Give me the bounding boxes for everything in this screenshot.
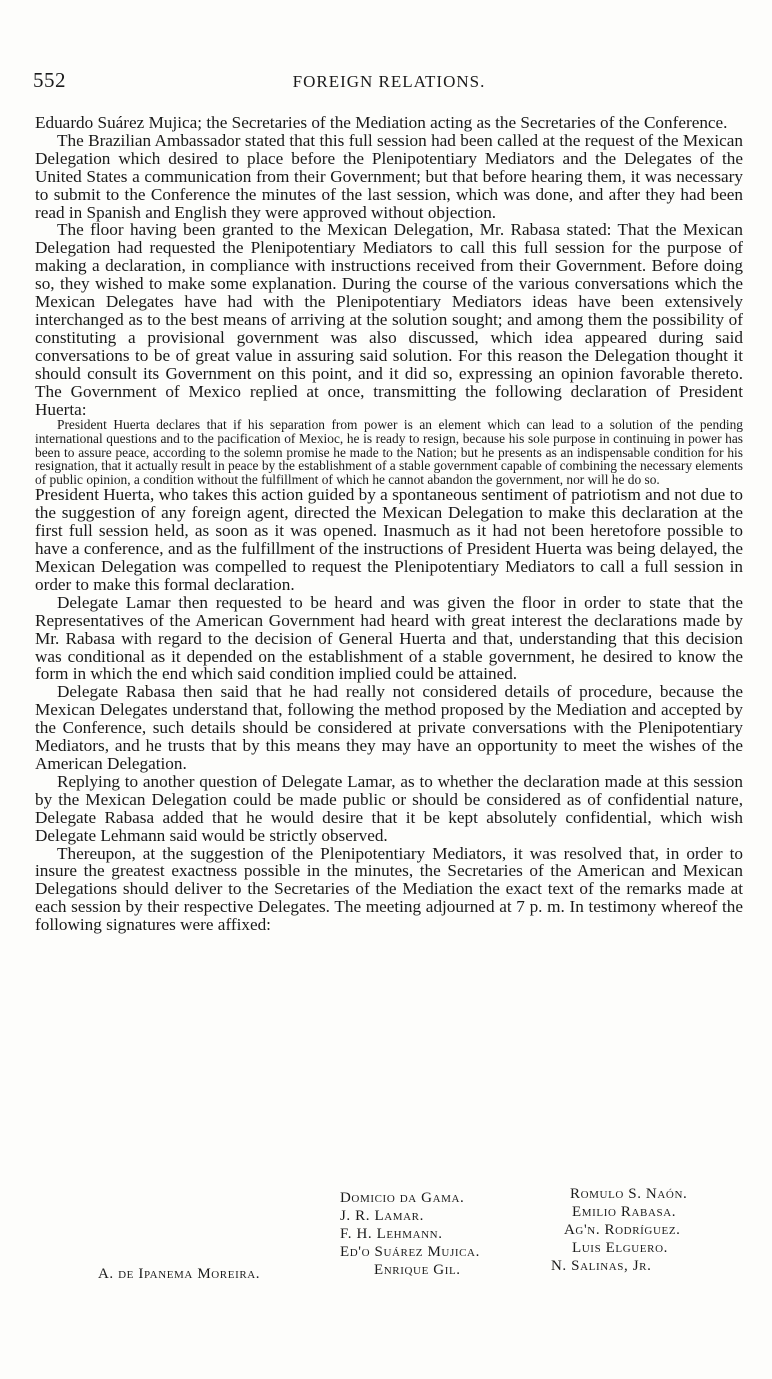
page-number: 552	[33, 68, 66, 92]
paragraph: The floor having been granted to the Mexican Delegation, Mr. Rabasa stated: That the Mexican Delegation had requested the Plenipotentiary Mediators to call this full session for the purpose of making a declaration, in compliance with instructions received from their Government. Before doing so, they wished to make some explanation. During the course of the various conversations which the Mexican Delegates have had with the Plenipotentiary Mediators ideas have been extensively interchanged as to the best means of arriving at the solution sought; and among them the possibility of constituting a provisional government was also discussed, which idea appeared during said conversations to be of great value in assuring said solution. For this reason the Delegation thought it should consult its Government on this point, and it did so, expressing an opinion favorable thereto. The Government of Mexico replied at once, transmitting the following declaration of President Huerta:	[35, 220, 743, 419]
page-header	[33, 68, 745, 94]
block-quote: President Huerta declares that if his separation from power is an element which can lead to a solution of the pending international questions and to the pacification of Mexioc, he is ready to resign, because his sole purpose in continuing in power has been to assure peace, according to the solemn promise he made to the Nation; but he presents as an indispensable condition for his resignation, that it actually result in peace by the establishment of a stable government capable of combining the necessary elements of public opinion, a condition without the fulfillment of which he cannot abandon the government, nor will he do so.	[35, 417, 743, 487]
paragraph: Delegate Lamar then requested to be heard and was given the floor in order to state that the Representatives of the American Government had heard with great interest the declarations made by Mr. Rabasa with regard to the decision of General Huerta and that, understanding that this decision was conditional as it depended on the establishment of a stable government, he desired to know the form in which the end which said condition implied could be attained.	[35, 592, 743, 684]
signature: Domicio da Gama.	[340, 1190, 465, 1206]
signature: Romulo S. Naón.	[570, 1186, 688, 1202]
signature: Emilio Rabasa.	[572, 1204, 677, 1220]
signature: Enrique Gil.	[374, 1262, 461, 1278]
signature: A. de Ipanema Moreira.	[98, 1266, 261, 1282]
signature: Luis Elguero.	[572, 1240, 668, 1256]
paragraph: Thereupon, at the suggestion of the Plenipotentiary Mediators, it was resolved that, in order to insure the greatest exactness possible in the minutes, the Secretaries of the American and Mexican Delegations should deliver to the Secretaries of the Mediation the exact text of the remarks made at each session by their respective Delegates. The meeting adjourned at 7 p. m. In testimony whereof the following signatures were affixed:	[35, 843, 743, 935]
paragraph: The Brazilian Ambassador stated that this full session had been called at the request of the Mexican Delegation which desired to place before the Plenipotentiary Mediators and the Delegates of the United States a communication from their Government; but that before hearing them, it was necessary to submit to the Conference the minutes of the last session, which was done, and after they had been read in Spanish and English they were approved without objection.	[35, 130, 743, 222]
running-head: FOREIGN RELATIONS.	[292, 72, 486, 91]
signature: F. H. Lehmann.	[340, 1226, 443, 1242]
body-text	[35, 114, 743, 934]
paragraph-continuation: Eduardo Suárez Mujica; the Secretaries of the Mediation acting as the Secretaries of the Conference.	[35, 113, 728, 132]
signature: Ag'n. Rodríguez.	[564, 1222, 681, 1238]
signature: Ed'o Suárez Mujica.	[340, 1244, 480, 1260]
paragraph: Replying to another question of Delegate Lamar, as to whether the declaration made at this session by the Mexican Delegation could be made public or should be considered as of confidential nature, Delegate Rabasa added that he would desire that it be kept absolutely confidential, which wish Delegate Lehmann said would be strictly observed.	[35, 771, 743, 845]
signature: N. Salinas, Jr.	[551, 1258, 652, 1274]
paragraph: President Huerta, who takes this action guided by a spontaneous sentiment of patriotism and not due to the suggestion of any foreign agent, directed the Mexican Delegation to make this declaration at the first full session held, as soon as it was opened. Inasmuch as it had not been heretofore possible to have a conference, and as the fulfillment of the instructions of President Huerta was being delayed, the Mexican Delegation was compelled to request the Plenipotentiary Mediators to call a full session in order to make this formal declaration.	[35, 485, 743, 594]
signature-block	[0, 1186, 772, 1290]
signature: J. R. Lamar.	[340, 1208, 424, 1224]
paragraph: Delegate Rabasa then said that he had really not considered details of procedure, because the Mexican Delegates understand that, following the method proposed by the Mediation and accepted by the Conference, such details should be considered at private conversations with the Plenipotentiary Mediators, and he trusts that by this means they may have an opportunity to meet the wishes of the American Delegation.	[35, 682, 743, 773]
